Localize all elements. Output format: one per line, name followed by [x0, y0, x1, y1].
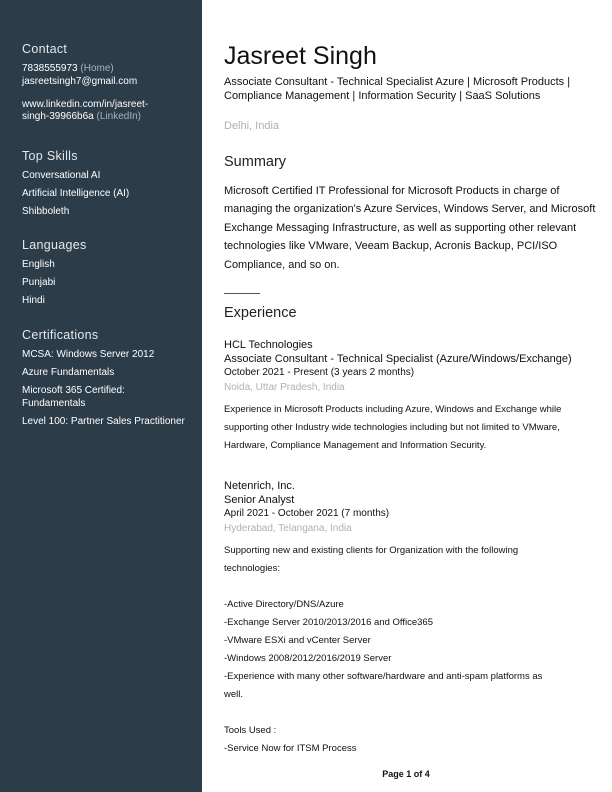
description-line: well. [224, 689, 244, 700]
skill-item: Conversational AI [22, 170, 101, 181]
job-dates: October 2021 - Present (3 years 2 months) [224, 367, 415, 378]
linkedin-link-line1[interactable]: www.linkedin.com/in/jasreet- [22, 98, 149, 110]
phone-label: (Home) [80, 63, 114, 74]
language-item: Punjabi [22, 277, 56, 289]
section-divider [224, 293, 260, 294]
profile-headline: Associate Consultant - Technical Specialist Azure | Microsoft Products | Compliance Management | Information Security | SaaS Solutions [224, 76, 571, 102]
job-role: Associate Consultant - Technical Specialist (Azure/Windows/Exchange) [224, 353, 572, 365]
description-line: -Windows 2008/2012/2016/2019 Server [224, 653, 392, 664]
skill-item: Shibboleth [22, 206, 70, 218]
certification-item: Azure Fundamentals [22, 367, 115, 379]
phone-line [22, 63, 198, 76]
description-line: -Service Now for ITSM Process [224, 743, 357, 754]
description-line: -VMware ESXi and vCenter Server [224, 635, 371, 646]
description-line: -Experience with many other software/hardware and anti-spam platforms as [224, 671, 543, 682]
language-item: Hindi [22, 295, 45, 307]
certification-item: Microsoft 365 Certified: [22, 385, 125, 397]
languages-heading: Languages [22, 238, 87, 252]
profile-location: Delhi, India [224, 120, 280, 132]
description-line: -Exchange Server 2010/2013/2016 and Office365 [224, 617, 433, 628]
experience-heading: Experience [224, 305, 297, 321]
linkedin-label: (LinkedIn) [96, 111, 141, 123]
description-line [224, 578, 596, 596]
profile-name: Jasreet Singh [224, 42, 377, 70]
job-entry-hcl [224, 338, 596, 455]
job-company: Netenrich, Inc. [224, 480, 295, 492]
certifications-section [22, 328, 198, 434]
languages-section [22, 238, 198, 313]
job-location: Hyderabad, Telangana, India [224, 523, 352, 534]
linkedin-handle[interactable]: singh-39966b6a [22, 111, 94, 123]
certification-item: Level 100: Partner Sales Practitioner [22, 415, 185, 427]
description-line [224, 704, 596, 722]
job-description [224, 542, 596, 758]
top-skills-heading: Top Skills [22, 149, 78, 163]
job-company: HCL Technologies [224, 339, 313, 351]
description-line: technologies: [224, 563, 280, 574]
linkedin-link-line2[interactable] [22, 111, 198, 124]
language-item: English [22, 259, 55, 270]
certification-item: MCSA: Windows Server 2012 [22, 349, 155, 360]
job-location: Noida, Uttar Pradesh, India [224, 382, 345, 393]
page-footer [0, 769, 612, 779]
description-line: Supporting new and existing clients for Organization with the following [224, 545, 519, 556]
job-role: Senior Analyst [224, 494, 295, 506]
certifications-heading: Certifications [22, 328, 99, 342]
summary-heading: Summary [224, 154, 287, 170]
top-skills-section [22, 149, 198, 224]
skill-item: Artificial Intelligence (AI) [22, 188, 130, 200]
contact-heading: Contact [22, 42, 68, 56]
job-description: Experience in Microsoft Products including Azure, Windows and Exchange while supporting other Industry wide technologies including but not limited to VMware, Hardware, Compliance Management and Information Security. [224, 404, 562, 451]
description-line: -Active Directory/DNS/Azure [224, 599, 344, 610]
sidebar [0, 0, 202, 792]
contact-section [22, 42, 198, 124]
email-link[interactable]: jasreetsingh7@gmail.com [22, 75, 138, 87]
page-number: Page 1 of 4 [382, 769, 430, 779]
description-line: Tools Used : [224, 725, 277, 736]
phone-number: 7838555973 [22, 63, 78, 74]
job-dates: April 2021 - October 2021 (7 months) [224, 508, 390, 519]
certification-item-continued: Fundamentals [22, 397, 86, 409]
job-entry-netenrich [224, 479, 596, 758]
summary-text: Microsoft Certified IT Professional for Microsoft Products in charge of managing the organization's Azure Services, Windows Server, and Microsoft Exchange Messaging Infrastructure, as well as supporting other relevant technologies like VMware, Veeam Backup, Acronis Backup, PCI/ISO Compliance, and so on. [224, 185, 596, 271]
